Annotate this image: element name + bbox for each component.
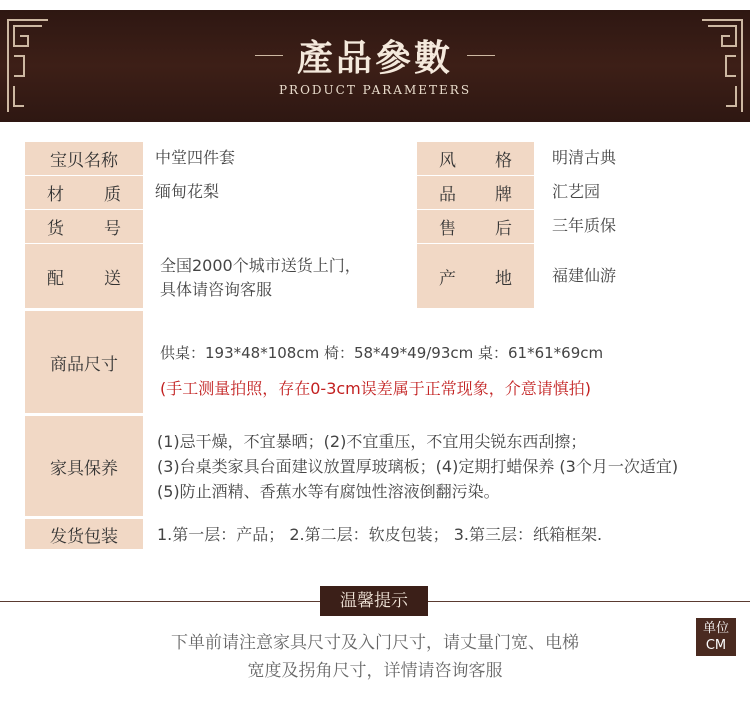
care-line1: (1)忌干燥，不宜暴晒；(2)不宜重压，不宜用尖锐东西刮擦； [157,432,587,451]
label-after-sales: 售 后 [417,210,534,243]
value-product-name: 中堂四件套 [155,148,236,167]
label-delivery: 配 送 [25,244,143,308]
value-material: 缅甸花梨 [155,182,220,201]
value-packing: 1.第一层：产品； 2.第二层：软皮包装； 3.第三层：纸箱框架. [157,525,603,544]
page-subtitle: PRODUCT PARAMETERS [278,83,472,97]
value-brand: 汇艺园 [552,182,601,201]
unit-label: 单位 [702,621,729,636]
label-brand: 品 牌 [417,176,534,209]
tips-line2: 宽度及拐角尺寸，详情请咨询客服 [247,661,503,681]
value-after-sales: 三年质保 [552,216,617,235]
label-furniture-care: 家具保养 [25,416,143,516]
value-origin: 福建仙游 [552,266,617,285]
label-item-number: 货 号 [25,210,143,243]
value-delivery-line2: 具体请咨询客服 [160,280,273,299]
tips-heading: 温馨提示 [320,586,428,616]
label-material: 材 质 [25,176,143,209]
unit-value: CM [705,638,727,653]
label-product-name: 宝贝名称 [25,142,143,175]
value-dimensions: 供桌：193*48*108cm 椅：58*49*49/93cm 桌：61*61*69cm [160,344,604,362]
care-line2: (3)台桌类家具台面建议放置厚玻璃板；(4)定期打蜡保养 (3个月一次适宜) [157,457,679,476]
unit-badge [696,618,736,656]
page-title: 產品參數 [296,37,453,79]
label-dimensions: 商品尺寸 [25,311,143,413]
dimensions-note: (手工测量拍照，存在0-3cm误差属于正常现象，介意请慎拍) [160,379,592,398]
value-delivery-line1: 全国2000个城市送货上门， [160,256,361,275]
label-packing: 发货包装 [25,519,143,549]
label-origin: 产 地 [417,244,534,308]
care-line3: (5)防止酒精、香蕉水等有腐蚀性溶液倒翻污染。 [157,482,500,501]
tips-line1: 下单前请注意家具尺寸及入门尺寸，请丈量门宽、电梯 [171,633,579,653]
value-style: 明清古典 [552,148,617,167]
label-style: 风 格 [417,142,534,175]
header-banner [0,10,750,122]
